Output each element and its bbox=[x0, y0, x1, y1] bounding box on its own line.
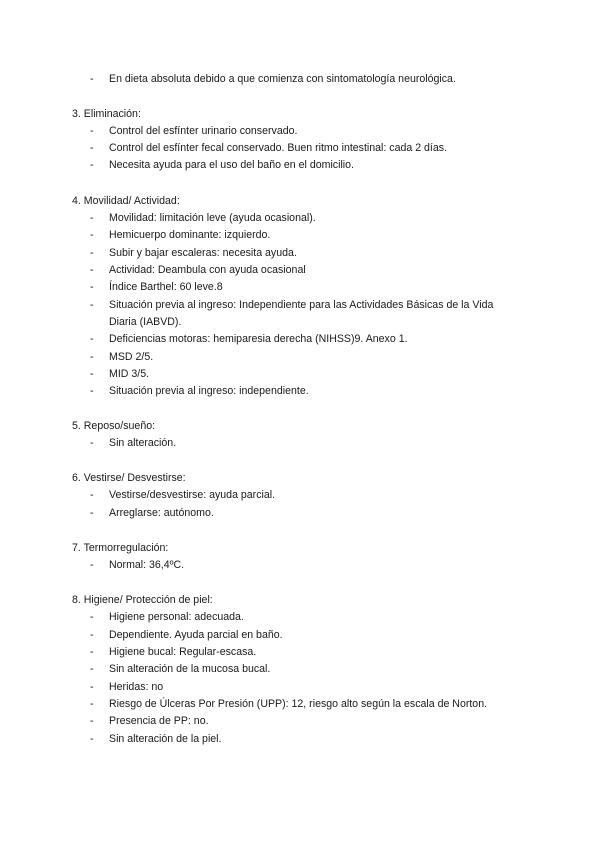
list-item-text: Presencia de PP: no. bbox=[109, 715, 209, 727]
bullet-dash: - bbox=[90, 351, 94, 363]
list-item-text: Riesgo de Úlceras Por Presión (UPP): 12, riesgo alto según la escala de Norton. bbox=[109, 698, 488, 710]
list-item-text: Sin alteración de la mucosa bucal. bbox=[109, 663, 271, 675]
list-item-text: Normal: 36,4ºC. bbox=[109, 559, 185, 571]
list-item-text: Control del esfínter fecal conservado. Buen ritmo intestinal: cada 2 días. bbox=[109, 142, 448, 154]
list-item-text: Situación previa al ingreso: independiente. bbox=[109, 385, 309, 397]
list-item-text: Índice Barthel: 60 leve.8 bbox=[109, 281, 223, 293]
bullet-dash: - bbox=[90, 159, 94, 171]
bullet-dash: - bbox=[90, 333, 94, 345]
list-item-text: Actividad: Deambula con ayuda ocasional bbox=[109, 264, 306, 276]
list-item-text: MID 3/5. bbox=[109, 368, 150, 380]
list-item-text: MSD 2/5. bbox=[109, 351, 154, 363]
bullet-dash: - bbox=[90, 715, 94, 727]
list-item-text: Situación previa al ingreso: Independiente para las Actividades Básicas de la Vida bbox=[109, 299, 494, 311]
bullet-dash: - bbox=[90, 212, 94, 224]
bullet-dash: - bbox=[90, 611, 94, 623]
bullet-dash: - bbox=[90, 733, 94, 745]
bullet-dash: - bbox=[90, 247, 94, 259]
bullet-dash: - bbox=[90, 489, 94, 501]
list-item-text: Hemicuerpo dominante: izquierdo. bbox=[109, 229, 271, 241]
bullet-dash: - bbox=[90, 299, 94, 311]
list-item-text: Dependiente. Ayuda parcial en baño. bbox=[109, 629, 283, 641]
bullet-dash: - bbox=[90, 507, 94, 519]
list-item-text: Vestirse/desvestirse: ayuda parcial. bbox=[109, 489, 276, 501]
bullet-dash: - bbox=[90, 681, 94, 693]
bullet-dash: - bbox=[90, 125, 94, 137]
list-item-text: Heridas: no bbox=[109, 681, 164, 693]
list-item-text: Sin alteración. bbox=[109, 437, 177, 449]
list-item-text: Necesita ayuda para el uso del baño en el domicilio. bbox=[109, 159, 354, 171]
section-heading-thermoregulation: 7. Termorregulación: bbox=[72, 542, 169, 554]
list-item-text: Sin alteración de la piel. bbox=[109, 733, 222, 745]
list-item-text: Arreglarse: autónomo. bbox=[109, 507, 214, 519]
bullet-dash: - bbox=[90, 629, 94, 641]
list-item-text: Higiene bucal: Regular-escasa. bbox=[109, 646, 257, 658]
list-item-text: Deficiencias motoras: hemiparesia derecha (NIHSS)9. Anexo 1. bbox=[109, 333, 408, 345]
list-item-text: Diaria (IABVD). bbox=[109, 316, 182, 328]
section-heading-hygiene: 8. Higiene/ Protección de piel: bbox=[72, 594, 213, 606]
bullet-dash: - bbox=[90, 142, 94, 154]
bullet-dash: - bbox=[90, 73, 94, 85]
bullet-dash: - bbox=[90, 385, 94, 397]
bullet-dash: - bbox=[90, 281, 94, 293]
section-heading-rest: 5. Reposo/sueño: bbox=[72, 420, 156, 432]
section-heading-mobility: 4. Movilidad/ Actividad: bbox=[72, 195, 180, 207]
bullet-dash: - bbox=[90, 698, 94, 710]
bullet-dash: - bbox=[90, 437, 94, 449]
list-item-text: Control del esfínter urinario conservado. bbox=[109, 125, 298, 137]
list-item-text: En dieta absoluta debido a que comienza con sintomatología neurológica. bbox=[109, 73, 456, 85]
bullet-dash: - bbox=[90, 229, 94, 241]
bullet-dash: - bbox=[90, 264, 94, 276]
bullet-dash: - bbox=[90, 559, 94, 571]
list-item-text: Movilidad: limitación leve (ayuda ocasional). bbox=[109, 212, 316, 224]
bullet-dash: - bbox=[90, 368, 94, 380]
section-heading-dressing: 6. Vestirse/ Desvestirse: bbox=[72, 472, 186, 484]
bullet-dash: - bbox=[90, 663, 94, 675]
bullet-dash: - bbox=[90, 646, 94, 658]
list-item-text: Higiene personal: adecuada. bbox=[109, 611, 244, 623]
list-item-text: Subir y bajar escaleras: necesita ayuda. bbox=[109, 247, 297, 259]
section-heading-elimination: 3. Eliminación: bbox=[72, 108, 141, 120]
